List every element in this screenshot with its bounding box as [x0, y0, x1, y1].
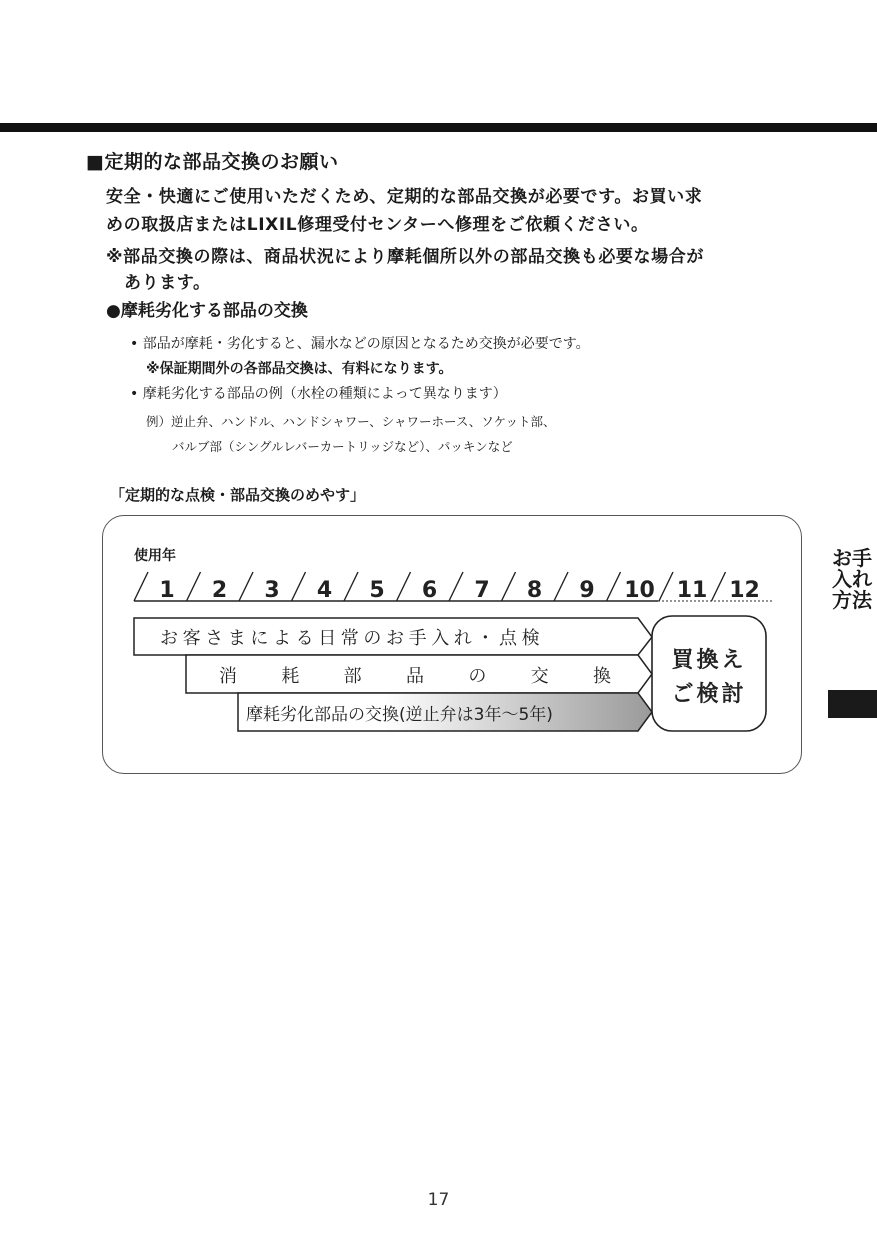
- year-11: 11: [676, 578, 708, 603]
- warranty-note: ※保証期間外の各部品交換は、有料になります。: [146, 361, 453, 377]
- year-3: 3: [264, 578, 280, 603]
- page-number: 17: [427, 1190, 450, 1210]
- years-axis: [120, 568, 780, 606]
- year-divider: [344, 572, 358, 601]
- year-8: 8: [526, 578, 543, 603]
- years-label: 使用年: [134, 548, 176, 564]
- year-12: 12: [729, 578, 760, 603]
- bar-consumables-char: 品: [406, 666, 424, 687]
- year-6: 6: [421, 578, 438, 603]
- year-divider: [607, 572, 621, 601]
- year-2: 2: [211, 578, 228, 603]
- wear-parts-bullet-2: • 摩耗劣化する部品の例（水栓の種類によって異なります）: [130, 386, 507, 402]
- side-tab-marker: [828, 690, 877, 718]
- bar-consumables-char: の: [468, 666, 487, 687]
- intro-line-1: 安全・快適にご使用いただくため、定期的な部品交換が必要です。お買い求: [106, 187, 703, 207]
- wear-parts-bullet-1: • 部品が摩耗・劣化すると、漏水などの原因となるため交換が必要です。: [130, 336, 590, 352]
- year-divider: [187, 572, 201, 601]
- note-line-1: ※部品交換の際は、商品状況により摩耗個所以外の部品交換も必要な場合が: [106, 247, 704, 267]
- year-divider: [397, 572, 411, 601]
- wear-parts-title: ●摩耗劣化する部品の交換: [106, 301, 308, 321]
- year-5: 5: [369, 578, 385, 603]
- year-divider: [712, 572, 726, 601]
- year-divider: [659, 572, 673, 601]
- bar-consumables-char: 耗: [281, 666, 300, 687]
- bar-wear-parts-label: 摩耗劣化部品の交換(逆止弁は3年〜5年): [246, 705, 553, 725]
- bar-consumables-char: 消: [219, 666, 237, 687]
- year-10: 10: [624, 578, 655, 603]
- year-divider: [502, 572, 516, 601]
- year-divider: [134, 572, 148, 601]
- year-divider: [554, 572, 568, 601]
- example-line-2: バルブ部（シングルレバーカートリッジなど）、パッキンなど: [172, 439, 513, 454]
- maintenance-bars: [120, 610, 780, 740]
- year-divider: [292, 572, 306, 601]
- bar-consumables-char: 部: [343, 666, 362, 687]
- side-tab-label[interactable]: お手入れ方法: [832, 546, 872, 612]
- example-line-1: 例）逆止弁、ハンドル、ハンドシャワー、シャワーホース、ソケット部、: [146, 414, 556, 429]
- bar-consumables-char: 交: [530, 666, 549, 687]
- bar-daily-care-label: お客さまによる日常のお手入れ・点検: [160, 628, 545, 649]
- year-4: 4: [316, 578, 333, 603]
- chart-title: 「定期的な点検・部品交換のめやす」: [110, 486, 366, 504]
- replace-line-1: 買換え: [671, 648, 747, 673]
- year-divider: [449, 572, 463, 601]
- note-line-2: あります。: [124, 273, 211, 293]
- replace-box: [652, 616, 766, 731]
- top-rule: [0, 123, 877, 132]
- bar-consumables-char: 換: [593, 666, 611, 687]
- year-9: 9: [579, 578, 595, 603]
- section-title: ■定期的な部品交換のお願い: [86, 151, 339, 173]
- replace-line-2: ご検討: [671, 682, 747, 707]
- year-divider: [239, 572, 253, 601]
- intro-line-2: めの取扱店またはLIXIL修理受付センターへ修理をご依頼ください。: [106, 215, 649, 235]
- year-1: 1: [159, 578, 175, 603]
- year-7: 7: [474, 578, 490, 603]
